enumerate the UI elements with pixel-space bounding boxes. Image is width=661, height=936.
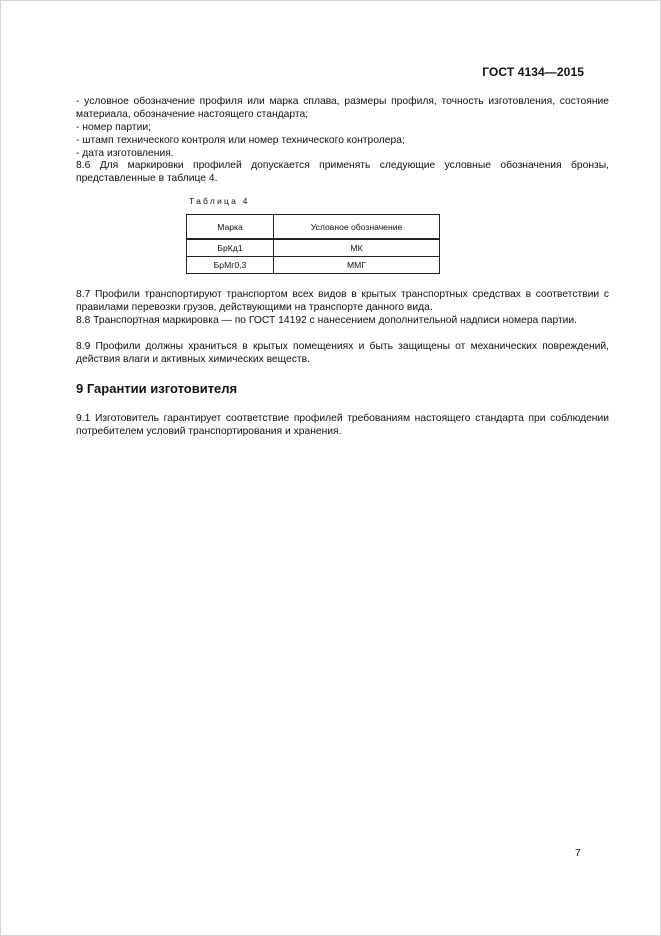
page-number: 7	[575, 848, 581, 859]
table-cell-grade: БрМг0,3	[187, 257, 274, 274]
table-cell-grade: БрКд1	[187, 239, 274, 257]
list-item-profile-designation: - условное обозначение профиля или марка сплава, размеры профиля, точность изготовления, состояние материала, обозначение настоящего стандарта;	[76, 96, 609, 121]
paragraph-8-9: 8.9 Профили должны храниться в крытых помещениях и быть защищены от механических повреждений, действия влаги и активных химических веществ.	[76, 341, 609, 366]
section-9-title: 9 Гарантии изготовителя	[76, 381, 238, 396]
table-caption: Таблица 4	[189, 196, 250, 206]
paragraph-9-1: 9.1 Изготовитель гарантирует соответствие профилей требованиям настоящего стандарта при соблюдении потребителем условий транспортирования и хранения.	[76, 413, 609, 438]
table-cell-designation: ММГ	[274, 257, 440, 274]
document-header: ГОСТ 4134—2015	[482, 65, 584, 79]
paragraph-8-7: 8.7 Профили транспортируют транспортом всех видов в крытых транспортных средствах в соответствии с правилами перевозки грузов, действующими на транспорте данного вида.	[76, 289, 609, 314]
list-item-manufacture-date: - дата изготовления.	[76, 148, 174, 159]
paragraph-8-8: 8.8 Транспортная маркировка — по ГОСТ 14192 с нанесением дополнительной надписи номера партии.	[76, 315, 578, 326]
list-item-batch-number: - номер партии;	[76, 122, 151, 133]
bronze-designation-table	[186, 214, 440, 274]
list-item-inspection-stamp: - штамп технического контроля или номер технического контролера;	[76, 135, 405, 146]
table-row	[187, 257, 440, 274]
table-header-row	[187, 215, 440, 240]
table-header-designation: Условное обозначение	[274, 215, 440, 240]
table-header-grade: Марка	[187, 215, 274, 240]
table-cell-designation: МК	[274, 239, 440, 257]
table-row	[187, 239, 440, 257]
paragraph-8-6: 8.6 Для маркировки профилей допускается применять следующие условные обозначения бронзы, представленные в таблице 4.	[76, 160, 609, 185]
